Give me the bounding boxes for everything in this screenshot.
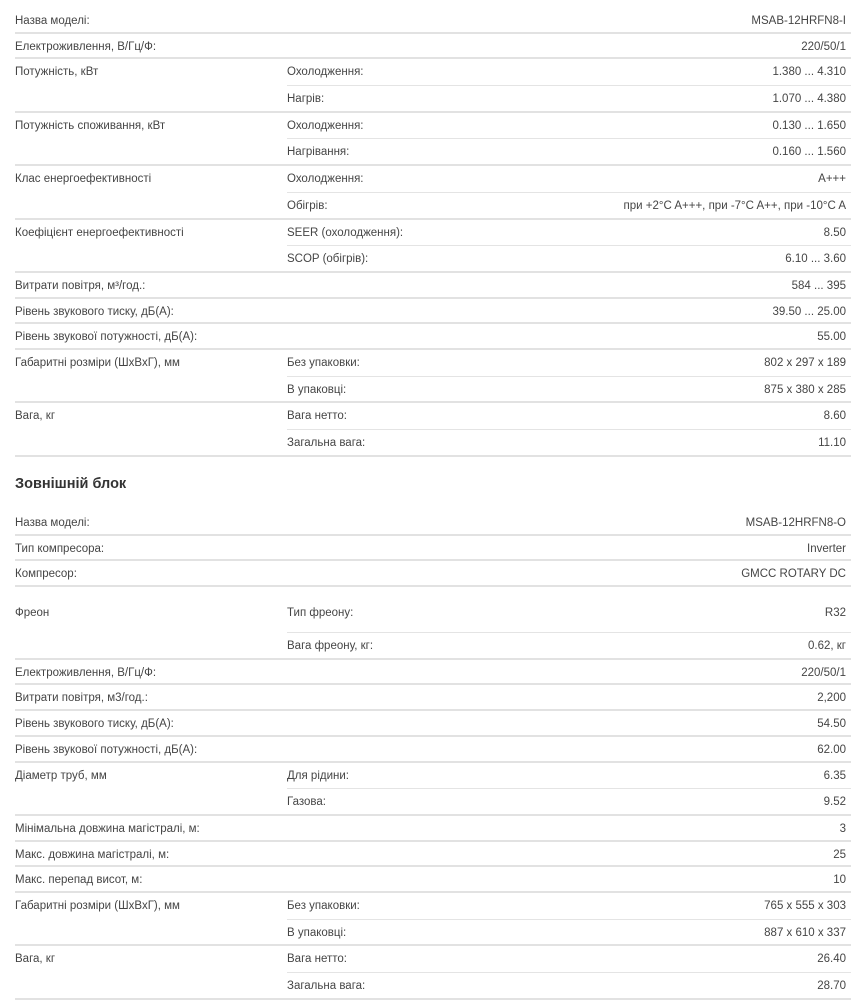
spec-label: Габаритні розміри (ШхВхГ), мм xyxy=(15,899,180,912)
spec-sub-label: Нагрів: xyxy=(287,93,325,106)
spec-sub-rows xyxy=(287,220,851,271)
spec-value: 62.00 xyxy=(817,743,846,756)
spec-value: 10 xyxy=(833,874,846,887)
spec-row xyxy=(15,660,851,686)
spec-value: 39.50 ... 25.00 xyxy=(772,305,846,318)
spec-sub-rows xyxy=(287,763,851,814)
spec-sub-label: Вага нетто: xyxy=(287,953,347,966)
spec-value: 11.10 xyxy=(818,437,846,449)
spec-sub-row xyxy=(287,763,851,789)
spec-sub-label: SEER (охолодження): xyxy=(287,226,404,239)
spec-sub-row xyxy=(287,946,851,972)
spec-sub-label: Без упаковки: xyxy=(287,356,360,369)
spec-value: MSAB-12HRFN8-I xyxy=(751,15,846,27)
spec-row xyxy=(15,711,851,737)
spec-label: Коефіцієнт енергоефективності xyxy=(15,226,184,239)
spec-value: Inverter xyxy=(807,542,846,555)
spec-value: 887 x 610 x 337 xyxy=(764,926,846,939)
spec-group-row xyxy=(15,403,851,456)
spec-group-row xyxy=(15,893,851,946)
spec-label: Витрати повітря, м3/год.: xyxy=(15,692,148,705)
spec-value: 0.62, кг xyxy=(808,640,846,653)
spec-value: 1.070 ... 4.380 xyxy=(772,93,846,106)
spec-row xyxy=(15,273,851,299)
spec-group-row xyxy=(15,587,851,660)
spec-sub-row xyxy=(287,350,851,376)
spec-sub-row xyxy=(287,788,851,814)
spec-sub-label: Тип фреону: xyxy=(287,607,354,620)
spec-group-row xyxy=(15,350,851,403)
outdoor-section-title: Зовнішній блок xyxy=(15,476,127,492)
spec-value: 6.10 ... 3.60 xyxy=(785,253,846,266)
spec-sub-row xyxy=(287,893,851,919)
spec-label: Вага, кг xyxy=(15,953,56,966)
spec-sub-row xyxy=(287,166,851,192)
spec-sub-row xyxy=(287,220,851,246)
spec-sub-row xyxy=(287,138,851,164)
spec-value: 220/50/1 xyxy=(801,40,846,53)
spec-row xyxy=(15,510,851,536)
spec-label: Потужність, кВт xyxy=(15,66,99,79)
spec-sub-rows xyxy=(287,403,851,454)
spec-value: 220/50/1 xyxy=(801,666,846,679)
spec-sub-row xyxy=(287,192,851,218)
spec-value: GMCC ROTARY DC xyxy=(741,568,846,581)
spec-value: MSAB-12HRFN8-O xyxy=(745,517,846,529)
spec-value: 765 x 555 x 303 xyxy=(764,899,846,912)
outdoor-spec-table xyxy=(15,510,851,1000)
spec-label: Рівень звукового тиску, дБ(А): xyxy=(15,718,174,731)
spec-value: 6.35 xyxy=(823,769,846,782)
spec-label: Рівень звукової потужності, дБ(А): xyxy=(15,743,198,756)
spec-value: 2,200 xyxy=(817,692,846,705)
spec-sub-row xyxy=(287,600,851,632)
spec-sub-row xyxy=(287,85,851,111)
spec-sub-label: Охолодження: xyxy=(287,119,364,132)
spec-sub-row xyxy=(287,113,851,139)
spec-sub-row xyxy=(287,632,851,658)
spec-label: Діаметр труб, мм xyxy=(15,769,107,782)
spec-label: Електроживлення, В/Гц/Ф: xyxy=(15,40,157,53)
spec-label: Компресор: xyxy=(15,568,77,581)
spec-label: Назва моделі: xyxy=(15,517,90,529)
spec-group-row xyxy=(15,59,851,112)
spec-row xyxy=(15,8,851,34)
spec-label: Назва моделі: xyxy=(15,15,90,27)
spec-value: 0.160 ... 1.560 xyxy=(772,146,846,159)
spec-sub-label: Для рідини: xyxy=(287,769,349,782)
spec-value: 25 xyxy=(833,848,846,861)
spec-label: Рівень звукового тиску, дБ(А): xyxy=(15,305,174,318)
spec-row xyxy=(15,816,851,842)
spec-value: 28.70 xyxy=(817,980,846,992)
spec-group-row xyxy=(15,763,851,816)
spec-sub-rows xyxy=(287,893,851,944)
spec-group-row xyxy=(15,220,851,273)
spec-label: Клас енергоефективності xyxy=(15,173,152,186)
spec-sub-row xyxy=(287,245,851,271)
spec-sub-row xyxy=(287,972,851,998)
indoor-spec-table xyxy=(15,8,851,457)
spec-sub-label: В упаковці: xyxy=(287,926,347,939)
spec-value: 584 ... 395 xyxy=(791,279,846,292)
spec-sub-rows xyxy=(287,166,851,217)
spec-sub-row xyxy=(287,919,851,945)
spec-value: 0.130 ... 1.650 xyxy=(772,119,846,132)
spec-value: 802 x 297 x 189 xyxy=(764,356,846,369)
spec-sub-rows xyxy=(287,350,851,401)
spec-label: Макс. довжина магістралі, м: xyxy=(15,848,170,861)
spec-label: Електроживлення, В/Гц/Ф: xyxy=(15,666,157,679)
spec-sub-label: Загальна вага: xyxy=(287,980,366,992)
spec-row xyxy=(15,561,851,587)
spec-row xyxy=(15,324,851,350)
spec-sub-row xyxy=(287,376,851,402)
spec-value: 1.380 ... 4.310 xyxy=(772,66,846,79)
spec-sub-label: В упаковці: xyxy=(287,383,347,396)
spec-label: Фреон xyxy=(15,607,50,620)
spec-label: Мінімальна довжина магістралі, м: xyxy=(15,822,200,835)
spec-sub-row xyxy=(287,403,851,429)
spec-row xyxy=(15,737,851,763)
spec-label: Рівень звукової потужності, дБ(А): xyxy=(15,331,198,344)
spec-row xyxy=(15,685,851,711)
spec-value: 3 xyxy=(839,822,846,835)
spec-sub-label: Охолодження: xyxy=(287,173,364,186)
spec-sub-rows xyxy=(287,946,851,997)
spec-label: Габаритні розміри (ШхВхГ), мм xyxy=(15,356,180,369)
spec-sub-label: Нагрівання: xyxy=(287,146,350,159)
spec-row xyxy=(15,299,851,325)
spec-value: 875 x 380 x 285 xyxy=(764,383,846,396)
spec-row xyxy=(15,536,851,562)
spec-sub-label: SCOP (обігрів): xyxy=(287,253,369,266)
spec-sub-row xyxy=(287,59,851,85)
spec-value: 9.52 xyxy=(823,796,846,809)
spec-sub-label: Газова: xyxy=(287,796,326,809)
spec-sub-label: Обігрів: xyxy=(287,199,328,212)
spec-value: при +2°C A+++, при -7°C A++, при -10°C A xyxy=(623,199,846,212)
spec-group-row xyxy=(15,113,851,166)
spec-value: 8.50 xyxy=(823,226,846,239)
spec-sub-label: Вага фреону, кг: xyxy=(287,640,374,653)
spec-value: 55.00 xyxy=(817,331,846,344)
spec-value: 8.60 xyxy=(823,410,846,423)
spec-row xyxy=(15,867,851,893)
spec-value: 54.50 xyxy=(817,718,846,731)
spec-label: Вага, кг xyxy=(15,410,56,423)
spec-sub-row xyxy=(287,429,851,455)
spec-row xyxy=(15,34,851,60)
spec-value: A+++ xyxy=(818,173,846,186)
spec-sub-rows xyxy=(287,113,851,164)
spec-sub-rows xyxy=(287,600,851,658)
spec-value: 26.40 xyxy=(817,953,846,966)
spec-sub-label: Охолодження: xyxy=(287,66,364,79)
spec-sub-label: Загальна вага: xyxy=(287,437,366,449)
spec-row xyxy=(15,842,851,868)
spec-label: Витрати повітря, м³/год.: xyxy=(15,279,146,292)
spec-sub-label: Без упаковки: xyxy=(287,899,360,912)
spec-label: Потужність споживання, кВт xyxy=(15,119,166,132)
spec-label: Макс. перепад висот, м: xyxy=(15,874,143,887)
spec-label: Тип компресора: xyxy=(15,542,105,555)
spec-group-row xyxy=(15,946,851,999)
spec-sub-label: Вага нетто: xyxy=(287,410,347,423)
spec-sub-rows xyxy=(287,59,851,110)
spec-value: R32 xyxy=(824,607,846,620)
spec-group-row xyxy=(15,166,851,219)
